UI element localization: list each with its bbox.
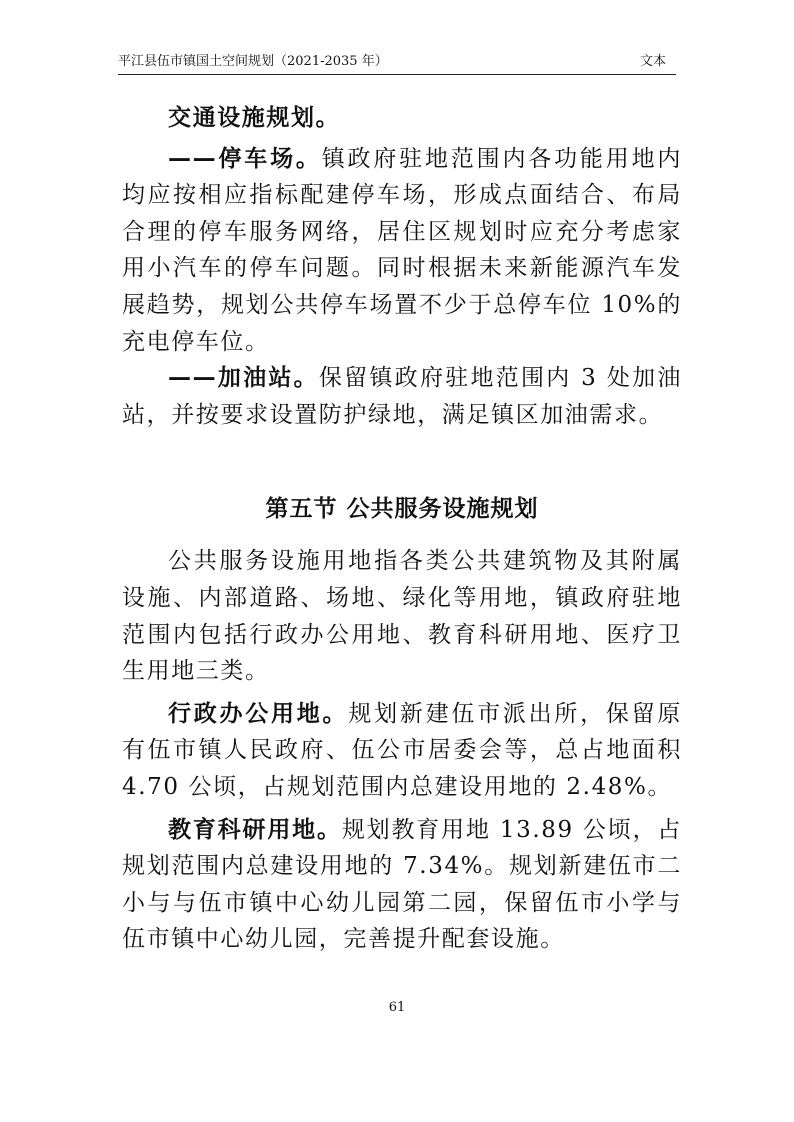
admin-office-text: 规划新建伍市派出所，保留原有伍市镇人民政府、伍公市居委会等，总占地面积 4.70 公顷，占规划范围内总建设用地的 2.48%。 (122, 700, 682, 800)
section-title: 第五节 公共服务设施规划 (265, 496, 539, 523)
page-number: 61 (388, 1000, 406, 1015)
public-service-intro (122, 543, 682, 689)
admin-office-paragraph (122, 696, 682, 806)
gas-station-paragraph (122, 360, 682, 433)
parking-paragraph (122, 141, 682, 361)
gas-station-label: ——加油站。 (168, 365, 319, 392)
parking-text: 镇政府驻地范围内各功能用地内均应按相应指标配建停车场，形成点面结合、布局合理的停车服务网络，居住区规划时应充分考虑家用小汽车的停车问题。同时根据未来新能源汽车发展趋势，规划公共停车场置不少于总停车位 10%的充电停车位。 (122, 145, 682, 355)
education-label: 教育科研用地。 (168, 816, 342, 843)
document-tag: 文本 (639, 54, 666, 69)
transport-heading-text: 交通设施规划。 (168, 105, 341, 131)
page-header (118, 52, 676, 75)
education-text: 规划教育用地 13.89 公顷，占规划范围内总建设用地的 7.34%。规划新建伍市二小与与伍市镇中心幼儿园第二园，保留伍市小学与伍市镇中心幼儿园，完善提升配套设施。 (122, 816, 682, 953)
parking-label: ——停车场。 (168, 145, 322, 172)
transport-heading (122, 100, 682, 137)
document-title: 平江县伍市镇国土空间规划（2021-2035 年） (118, 54, 388, 69)
gas-station-text: 保留镇政府驻地范围内 3 处加油站，并按要求设置防护绿地，满足镇区加油需求。 (122, 365, 682, 428)
education-paragraph (122, 812, 682, 958)
public-service-intro-text: 公共服务设施用地指各类公共建筑物及其附属设施、内部道路、场地、绿化等用地，镇政府驻地范围内包括行政办公用地、教育科研用地、医疗卫生用地三类。 (122, 548, 682, 685)
page-content (122, 100, 682, 958)
admin-office-label: 行政办公用地。 (168, 700, 349, 727)
